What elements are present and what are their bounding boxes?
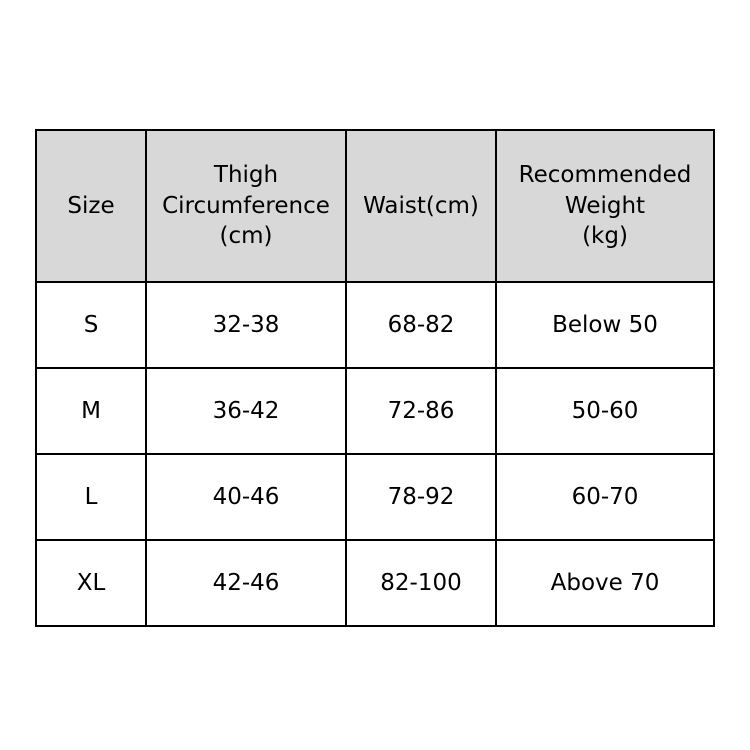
column-header-thigh-line-3: (cm) (219, 223, 273, 250)
table-body (36, 282, 714, 626)
table-row (36, 368, 714, 454)
column-header-size-line-1: Size (67, 192, 115, 219)
cell-thigh: 36-42 (146, 368, 346, 454)
cell-waist: 72-86 (346, 368, 496, 454)
cell-thigh: 42-46 (146, 540, 346, 626)
cell-thigh: 40-46 (146, 454, 346, 540)
column-header-waist-line-1: Waist(cm) (363, 192, 479, 219)
cell-thigh: 32-38 (146, 282, 346, 368)
column-header-recommended-weight (496, 130, 714, 282)
cell-weight: 50-60 (496, 368, 714, 454)
cell-waist: 78-92 (346, 454, 496, 540)
cell-waist: 82-100 (346, 540, 496, 626)
cell-size: M (36, 368, 146, 454)
column-header-size (36, 130, 146, 282)
column-header-thigh-circumference (146, 130, 346, 282)
cell-weight: Above 70 (496, 540, 714, 626)
table-header-row (36, 130, 714, 282)
column-header-thigh-line-1: Thigh (213, 162, 279, 189)
cell-size: L (36, 454, 146, 540)
cell-size: S (36, 282, 146, 368)
table-row (36, 282, 714, 368)
table-row (36, 454, 714, 540)
cell-weight: 60-70 (496, 454, 714, 540)
column-header-waist (346, 130, 496, 282)
column-header-thigh-line-2: Circumference (162, 192, 330, 219)
column-header-weight-line-2: Weight (564, 192, 646, 219)
size-chart-table (35, 129, 715, 627)
column-header-weight-line-3: (kg) (582, 223, 628, 250)
cell-size: XL (36, 540, 146, 626)
cell-weight: Below 50 (496, 282, 714, 368)
table-header (36, 130, 714, 282)
table-row (36, 540, 714, 626)
cell-waist: 68-82 (346, 282, 496, 368)
column-header-weight-line-1: Recommended (518, 162, 692, 189)
